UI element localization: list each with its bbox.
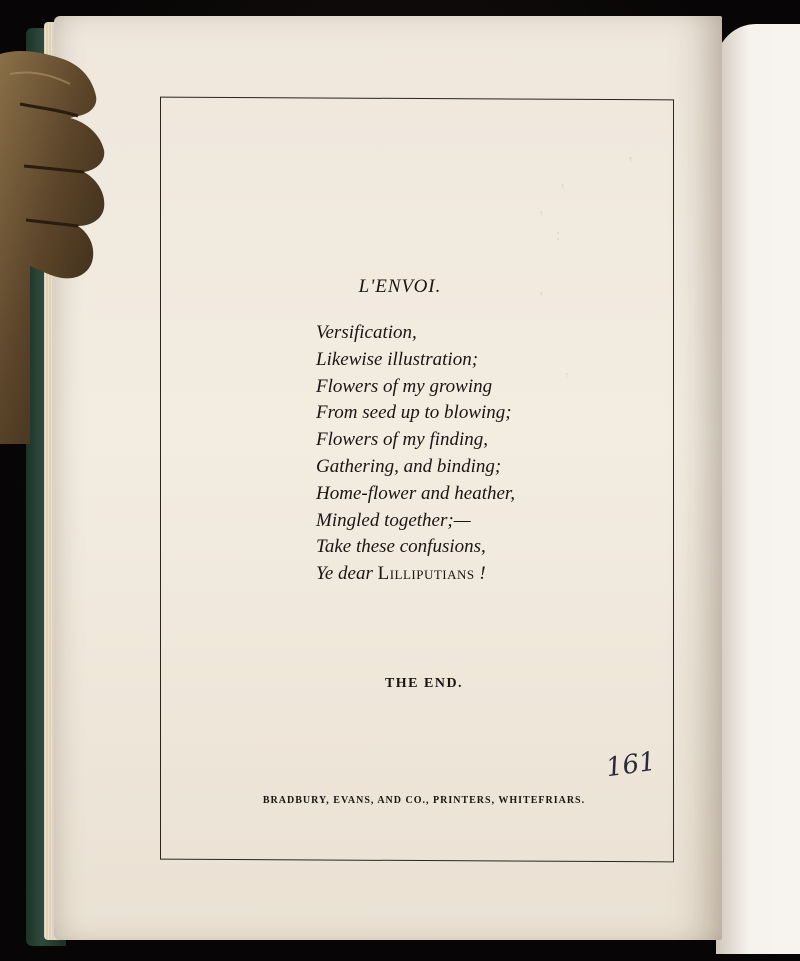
poem-last-line-prefix: Ye dear	[316, 563, 378, 585]
bronze-hand-bookend	[0, 44, 124, 444]
poem-last-line	[316, 561, 515, 588]
handwritten-pencil-note: 161	[604, 746, 658, 784]
facing-page	[716, 24, 800, 954]
poem-title: L'ENVOI.	[358, 276, 442, 297]
poem-last-line-smallcaps: Lilliputians	[377, 563, 475, 585]
the-end-label: THE END.	[384, 676, 464, 691]
printer-imprint: BRADBURY, EVANS, AND CO., PRINTERS, WHITEFRIARS.	[262, 795, 586, 806]
poem-line: Mingled together;—	[316, 509, 471, 531]
poem-body	[316, 320, 515, 588]
poem-line: Flowers of my finding,	[316, 429, 489, 451]
poem-line: Take these confusions,	[316, 536, 486, 558]
poem-line: Versification,	[316, 322, 417, 343]
poem-line: From seed up to blowing;	[316, 402, 512, 424]
poem-line: Flowers of my growing	[316, 375, 493, 397]
poem-last-line-suffix: !	[474, 563, 486, 585]
poem-line: Likewise illustration;	[316, 348, 479, 370]
poem-line: Home-flower and heather,	[316, 482, 515, 504]
poem-line: Gathering, and binding;	[316, 455, 502, 477]
